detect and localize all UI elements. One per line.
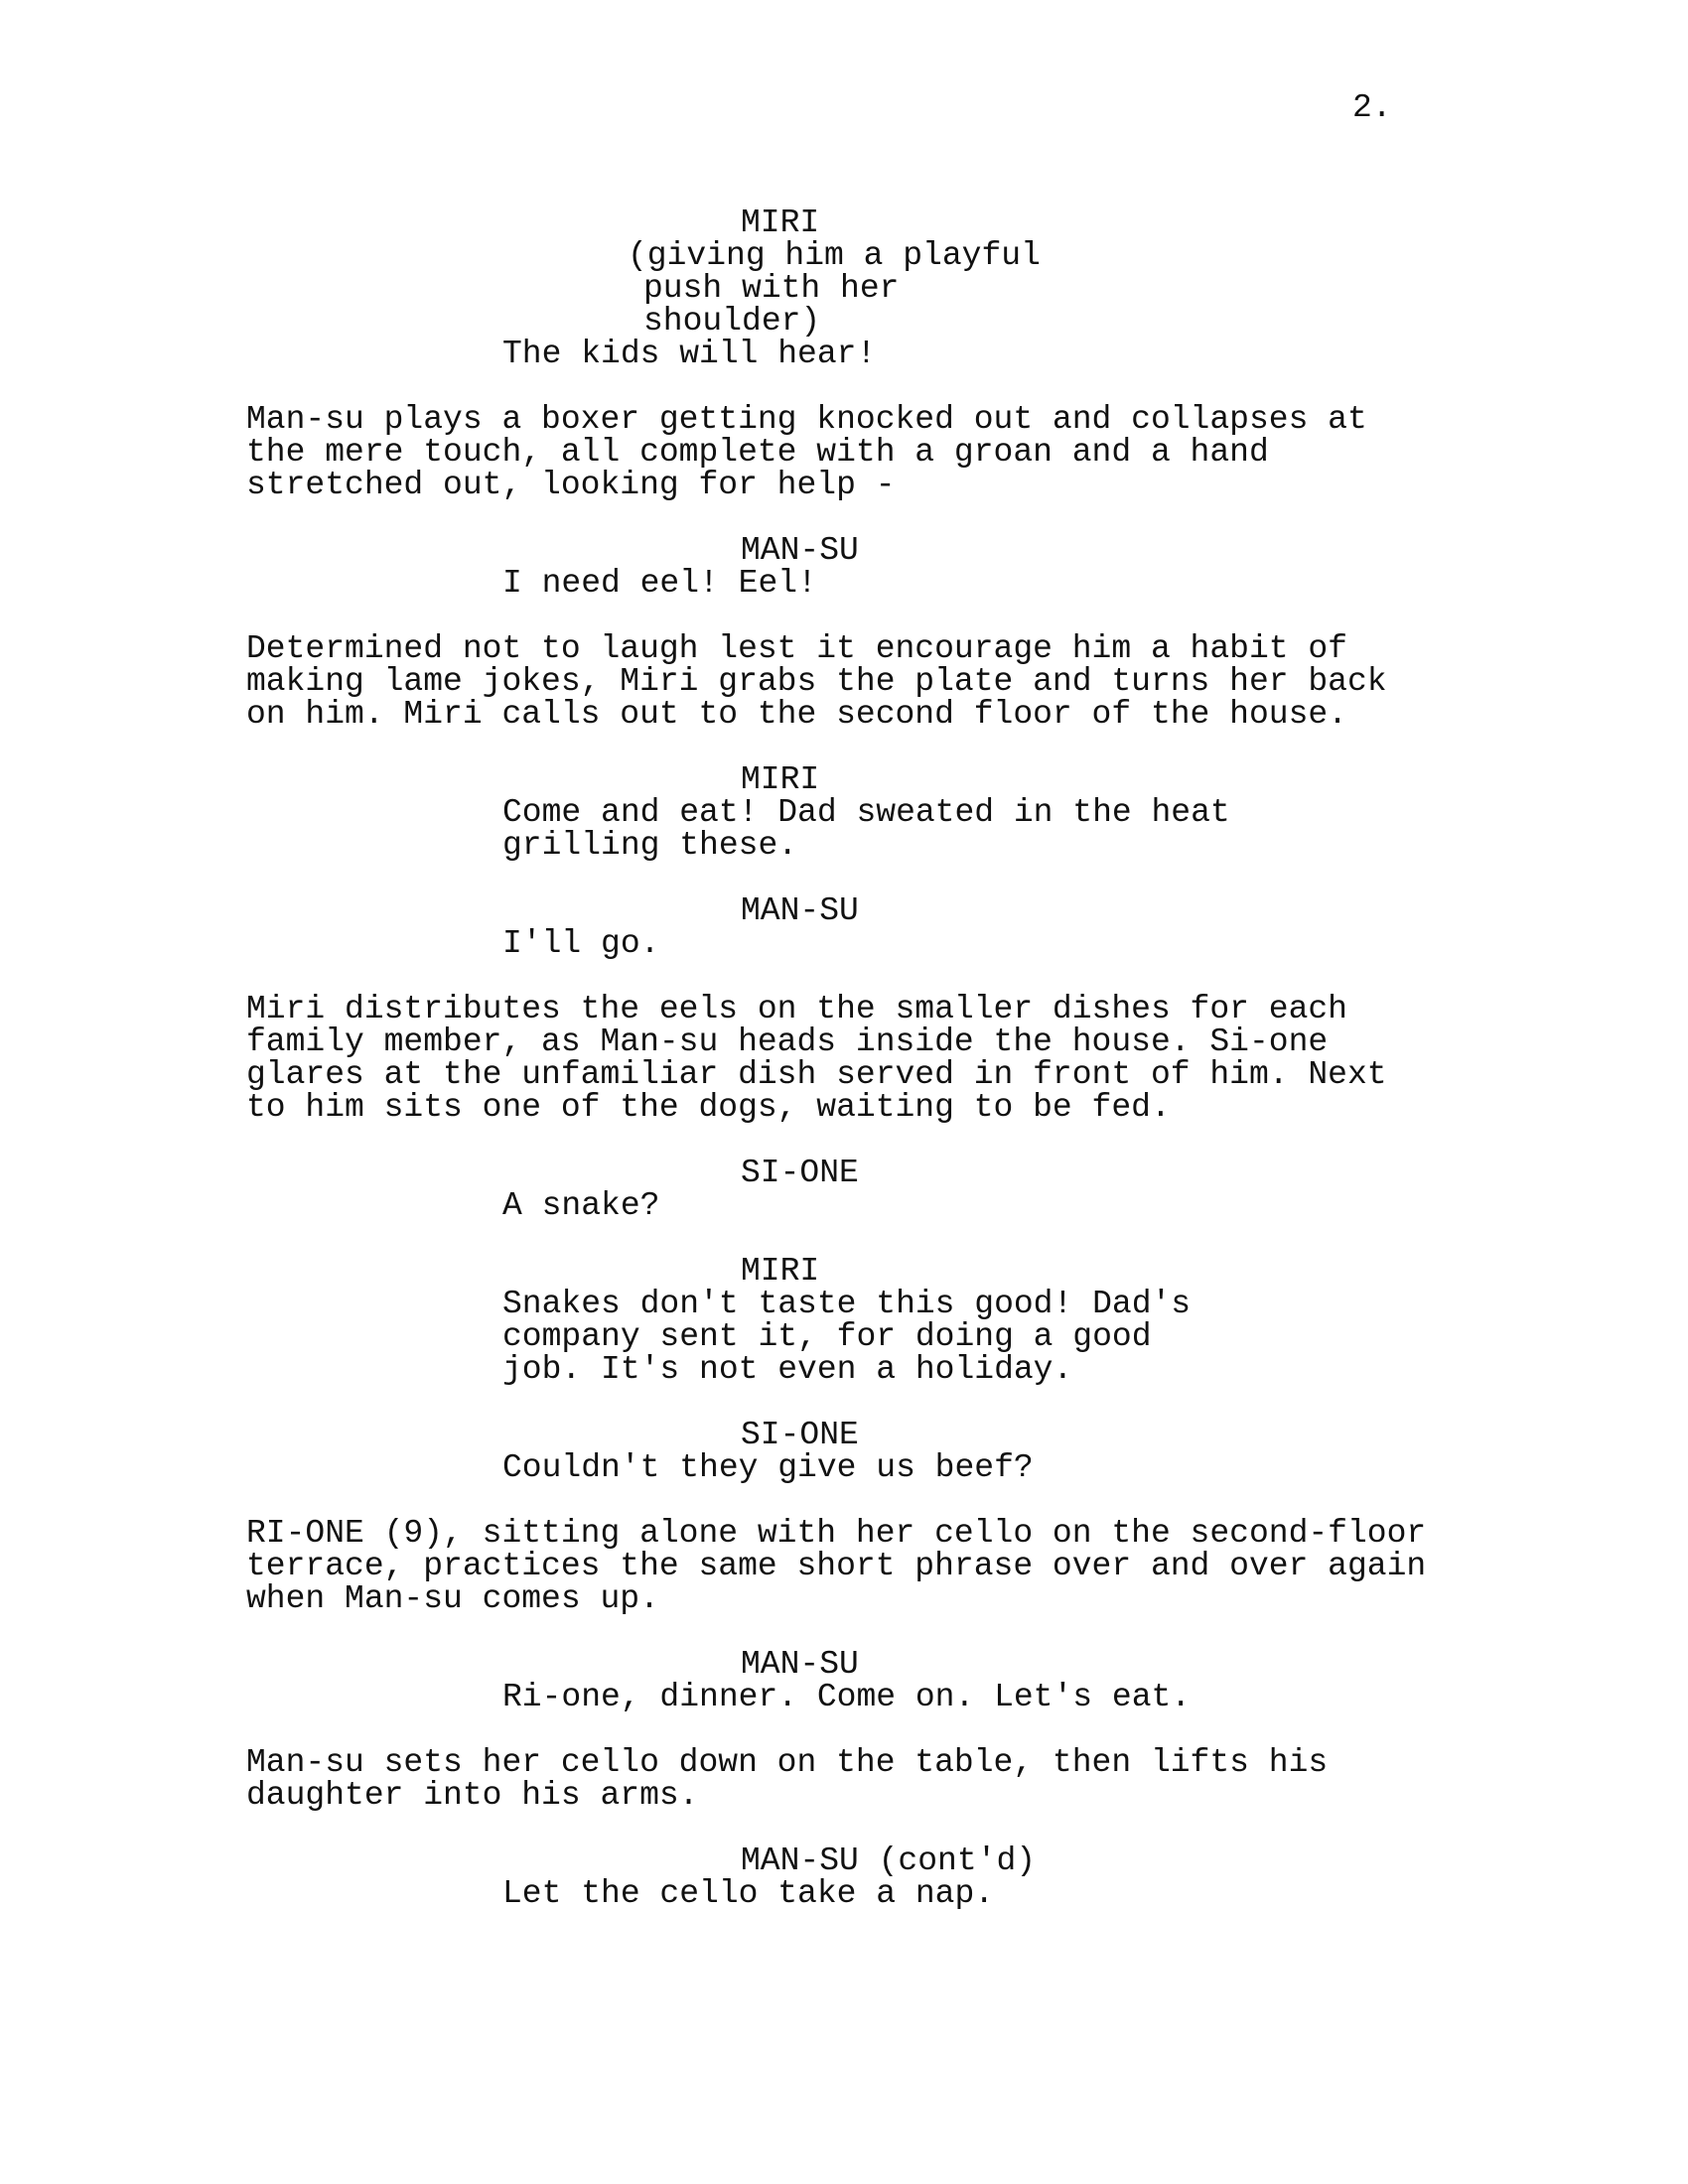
dialogue: Let the cello take a nap. <box>502 1875 995 1912</box>
action-line: stretched out, looking for help - <box>246 467 896 503</box>
action-line: on him. Miri calls out to the second floor of the house. <box>246 696 1347 733</box>
action-line: making lame jokes, Miri grabs the plate and turns her back <box>246 663 1387 700</box>
dialogue: Come and eat! Dad sweated in the heat <box>502 794 1230 831</box>
action-line: when Man-su comes up. <box>246 1580 659 1617</box>
action-line: RI-ONE (9), sitting alone with her cello on the second-floor <box>246 1515 1427 1552</box>
character-name: MAN-SU <box>741 892 859 929</box>
character-name: SI-ONE <box>741 1417 859 1453</box>
action-line: Miri distributes the eels on the smaller dishes for each <box>246 991 1347 1027</box>
dialogue: I need eel! Eel! <box>502 565 817 602</box>
dialogue: grilling these. <box>502 827 798 864</box>
character-name: SI-ONE <box>741 1155 859 1191</box>
action-line: glares at the unfamiliar dish served in front of him. Next <box>246 1056 1387 1093</box>
parenthetical: push with her <box>643 270 900 307</box>
parenthetical: shoulder) <box>643 303 821 340</box>
action-line: terrace, practices the same short phrase over and over again <box>246 1548 1427 1584</box>
dialogue: Snakes don't taste this good! Dad's <box>502 1286 1192 1322</box>
dialogue: A snake? <box>502 1187 660 1224</box>
action-line: Man-su sets her cello down on the table, then lifts his <box>246 1744 1329 1781</box>
action-line: family member, as Man-su heads inside the house. Si-one <box>246 1024 1329 1060</box>
character-name: MAN-SU <box>741 1646 859 1683</box>
character-name: MAN-SU (cont'd) <box>741 1843 1037 1879</box>
character-name: MIRI <box>741 205 820 241</box>
dialogue: Ri-one, dinner. Come on. Let's eat. <box>502 1679 1192 1715</box>
character-name: MIRI <box>741 761 820 798</box>
dialogue: Couldn't they give us beef? <box>502 1449 1034 1486</box>
character-name: MIRI <box>741 1253 820 1290</box>
action-line: Man-su plays a boxer getting knocked out and collapses at <box>246 401 1367 438</box>
action-line: to him sits one of the dogs, waiting to be fed. <box>246 1089 1171 1126</box>
dialogue: company sent it, for doing a good <box>502 1318 1152 1355</box>
dialogue: job. It's not even a holiday. <box>502 1351 1073 1388</box>
action-line: the mere touch, all complete with a groan and a hand <box>246 434 1269 471</box>
action-line: daughter into his arms. <box>246 1777 699 1814</box>
action-line: Determined not to laugh lest it encourage him a habit of <box>246 630 1347 667</box>
dialogue: I'll go. <box>502 925 660 962</box>
parenthetical: (giving him a playful <box>628 237 1041 274</box>
dialogue: The kids will hear! <box>502 336 877 372</box>
character-name: MAN-SU <box>741 532 859 569</box>
page-number: 2. <box>1352 89 1392 126</box>
